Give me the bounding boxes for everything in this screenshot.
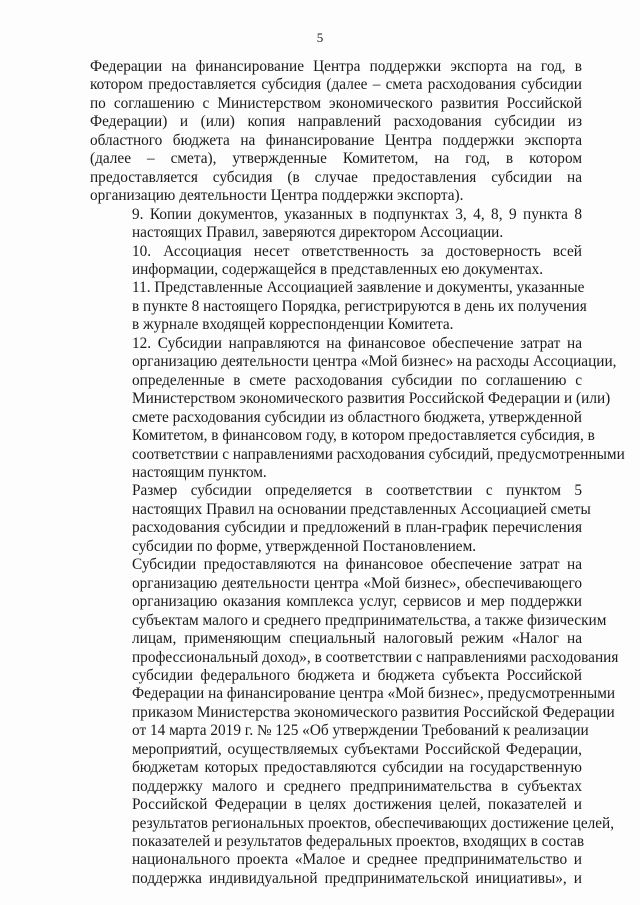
text-line: расходования субсидии и предложений в план-график перечисления (132, 519, 582, 537)
text-line: (далее – смета), утвержденные Комитетом, на год, в котором (90, 150, 582, 168)
text-line: Федерации) и (или) копия направлений расходования субсидии из (90, 113, 582, 131)
paragraph-continuation (90, 58, 582, 206)
text-line: по соглашению с Министерством экономического развития Российской (90, 94, 582, 112)
text-line: областного бюджета на финансирование Центра поддержки экспорта (90, 131, 582, 149)
text-line: Комитетом, в финансовом году, в котором предоставляется субсидия, в (132, 427, 595, 445)
text-line: 9. Копии документов, указанных в подпунктах 3, 4, 8, 9 пункта 8 (132, 205, 582, 223)
text-line: субъектам малого и среднего предпринимательства, а также физическим (132, 611, 607, 629)
text-line: субсидии федерального бюджета и бюджета субъекта Российской (132, 666, 582, 684)
text-line: соответствии с направлениями расходования субсидий, предусмотренными (132, 445, 625, 463)
paragraph-12 (90, 334, 625, 483)
text-line: Российской Федерации в целях достижения целей, показателей и (132, 796, 582, 814)
text-line: организацию деятельности центра «Мой бизнес», обеспечивающего (132, 574, 582, 592)
text-line: Размер субсидии определяется в соответствии с пунктом 5 (132, 482, 582, 500)
text-line: от 14 марта 2019 г. № 125 «Об утверждении Требований к реализации (132, 722, 589, 740)
text-line: настоящих Правил, заверяются директором Ассоциации. (132, 224, 504, 242)
text-line: предоставляется субсидия (в случае предоставления субсидии на (90, 168, 582, 186)
text-line: смете расходования субсидии из областного бюджета, утвержденной (132, 408, 582, 426)
text-line: поддержку малого и среднего предпринимательства в субъектах (132, 777, 582, 795)
paragraph-size (90, 482, 591, 556)
text-line: показателей и результатов федеральных проектов, входящих в состав (132, 833, 585, 851)
paragraph-10 (90, 243, 582, 280)
text-line: 10. Ассоциация несет ответственность за достоверность всей (132, 242, 582, 260)
text-line: настоящих Правил на основании представленных Ассоциацией сметы (132, 500, 591, 518)
text-line: лицам, применяющим специальный налоговый режим «Налог на (132, 630, 582, 648)
text-line: мероприятий, осуществляемых субъектами Российской Федерации, (132, 740, 582, 758)
text-line: субсидии по форме, утвержденной Постановлением. (132, 537, 477, 555)
text-line: бюджетам которых предоставляются субсидии на государственную (132, 759, 582, 777)
text-line: национального проекта «Малое и среднее предпринимательство и (132, 851, 582, 869)
text-line: организацию деятельности центра «Мой бизнес» на расходы Ассоциации, (132, 353, 617, 371)
text-line: организацию деятельности Центра поддержки экспорта). (90, 187, 464, 205)
text-line: профессиональный доход», в соответствии с направлениями расходования (132, 648, 619, 666)
paragraph-9 (90, 206, 582, 243)
text-line: Федерации на финансирование центра «Мой бизнес», предусмотренными (132, 685, 616, 703)
text-line: 12. Субсидии направляются на финансовое обеспечение затрат на (132, 334, 582, 352)
text-line: определенные в смете расходования субсидии по соглашению с (132, 371, 582, 389)
paragraph-provided (90, 556, 619, 888)
text-line: в журнале входящей корреспонденции Комитета. (132, 316, 454, 334)
paragraph-11 (90, 279, 587, 334)
text-line: поддержка индивидуальной предпринимательской инициативы», и (132, 869, 582, 887)
text-line: Федерации на финансирование Центра поддержки экспорта на год, в (90, 58, 582, 75)
text-line: котором предоставляется субсидия (далее – смета расходования субсидии (90, 76, 582, 94)
text-line: информации, содержащейся в представленных ею документах. (132, 260, 544, 278)
document-body (90, 58, 625, 888)
text-line: приказом Министерства экономического развития Российской Федерации (132, 703, 615, 721)
text-line: организацию оказания комплекса услуг, сервисов и мер поддержки (132, 593, 582, 611)
text-line: 11. Представленные Ассоциацией заявление и документы, указанные (132, 279, 585, 297)
page-number: 5 (316, 30, 324, 45)
text-line: в пункте 8 настоящего Порядка, регистрируются в день их получения (132, 297, 587, 315)
text-line: Министерством экономического развития Российской Федерации и (или) (132, 390, 611, 408)
text-line: результатов региональных проектов, обеспечивающих достижение целей, (132, 814, 615, 832)
text-line: Субсидии предоставляются на финансовое обеспечение затрат на (132, 556, 582, 574)
text-line: настоящим пунктом. (132, 463, 267, 481)
